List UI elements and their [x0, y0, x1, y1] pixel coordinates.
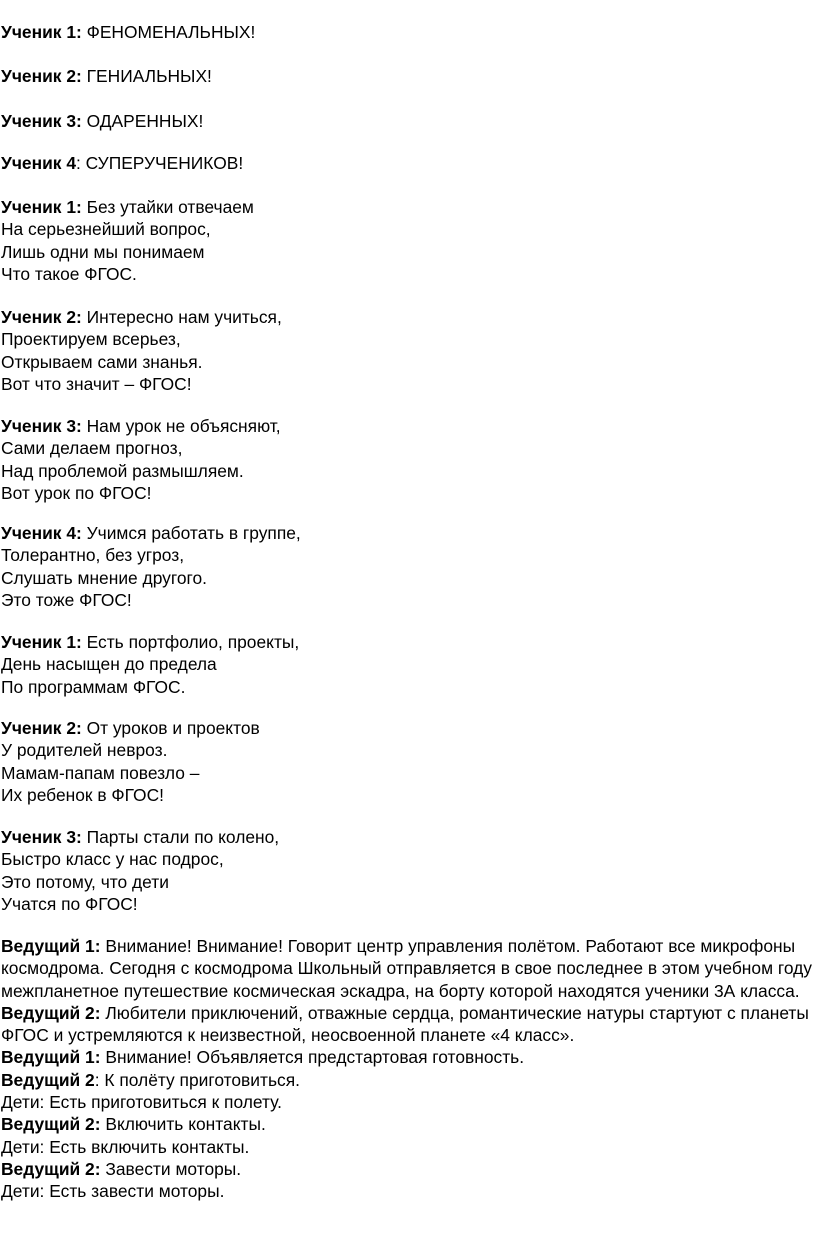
dialogue-paragraph	[1, 1069, 813, 1091]
verse-line	[1, 522, 301, 544]
children-reply: Дети: Есть завести моторы.	[1, 1181, 225, 1202]
verse-line	[1, 306, 282, 328]
dialogue-paragraph	[1, 1091, 813, 1113]
speaker-label: Ведущий 2:	[1, 1114, 101, 1135]
verse-line: Лишь одни мы понимаем	[1, 241, 205, 262]
verse-line: На серьезнейший вопрос,	[1, 219, 211, 240]
speaker-label: Ученик 3:	[1, 111, 82, 131]
speaker-label: Ведущий 2:	[1, 1158, 101, 1179]
speaker-label: Ученик 1:	[1, 22, 82, 42]
verse-line	[1, 631, 299, 653]
verse-line: Сами делаем прогноз,	[1, 438, 183, 459]
dialogue-paragraph	[1, 1136, 813, 1158]
dialogue-text: Любители приключений, отважные сердца, романтические натуры стартуют с планеты ФГОС и устремляются к неизвестной, неосвоенной планете «4 класс».	[1, 1002, 809, 1046]
speaker-label: Ученик 3:	[1, 416, 82, 436]
greeting-text: ОДАРЕННЫХ!	[81, 111, 204, 131]
dialogue-paragraph	[1, 1113, 813, 1135]
speaker-label: Ведущий 1:	[1, 936, 101, 956]
greeting-text: ФЕНОМЕНАЛЬНЫХ!	[81, 22, 256, 42]
dialogue-text: Завести моторы.	[100, 1158, 242, 1179]
verse-line: По программам ФГОС.	[1, 676, 186, 697]
verse-text: Есть портфолио, проекты,	[81, 632, 300, 652]
verse-stanza	[1, 306, 282, 395]
speaker-label: Ведущий 1:	[1, 1047, 101, 1068]
dialogue-text: Внимание! Внимание! Говорит центр управления полётом. Работают все микрофоны космодрома. Сегодня с космодрома Школьный отправляется в свое последнее в этом учебном году межпланетное путешествие космическая эскадра, на борту которой находятся ученики 3А класса.	[1, 936, 812, 1001]
verse-line	[1, 717, 260, 739]
verse-line: Это потому, что дети	[1, 871, 169, 892]
verse-text: Без утайки отвечаем	[81, 197, 254, 217]
verse-line: Это тоже ФГОС!	[1, 589, 132, 610]
verse-line: Учатся по ФГОС!	[1, 893, 138, 914]
dialogue-text: : К полёту приготовиться.	[94, 1069, 300, 1090]
greeting-line	[1, 21, 255, 43]
dialogue-paragraph	[1, 935, 813, 1002]
dialogue-text: Включить контакты.	[100, 1114, 266, 1135]
verse-line: Толерантно, без угроз,	[1, 545, 185, 566]
verse-stanza	[1, 826, 279, 915]
verse-line: У родителей невроз.	[1, 740, 168, 761]
speaker-label: Ведущий 2	[1, 1069, 95, 1090]
verse-line: Открываем сами знанья.	[1, 351, 203, 372]
verse-line: Что такое ФГОС.	[1, 263, 137, 284]
verse-line: Проектируем всерьез,	[1, 329, 181, 350]
dialogue-paragraph	[1, 1158, 813, 1180]
verse-line: Вот урок по ФГОС!	[1, 482, 152, 503]
verse-stanza	[1, 415, 281, 504]
speaker-label: Ученик 3:	[1, 827, 82, 847]
verse-line: Мамам-папам повезло –	[1, 762, 200, 783]
greeting-line	[1, 152, 243, 174]
speaker-label: Ученик 2:	[1, 718, 82, 738]
verse-line: День насыщен до предела	[1, 654, 217, 675]
verse-stanza	[1, 631, 299, 698]
verse-text: Учимся работать в группе,	[81, 523, 301, 543]
verse-stanza	[1, 717, 260, 806]
dialogue-paragraph	[1, 1180, 813, 1202]
verse-stanza	[1, 196, 254, 285]
speaker-label: Ученик 4	[1, 153, 76, 173]
dialogue-paragraph	[1, 1046, 813, 1068]
verse-line: Над проблемой размышляем.	[1, 460, 244, 481]
speaker-label: Ученик 2:	[1, 307, 82, 327]
verse-text: Парты стали по колено,	[81, 827, 280, 847]
host-dialogue	[1, 935, 813, 1203]
speaker-label: Ученик 1:	[1, 197, 82, 217]
dialogue-text: Внимание! Объявляется предстартовая готовность.	[100, 1047, 525, 1068]
verse-line	[1, 196, 254, 218]
dialogue-paragraph	[1, 1002, 813, 1047]
greeting-line	[1, 110, 203, 132]
verse-text: Интересно нам учиться,	[81, 307, 282, 327]
verse-text: Нам урок не объясняют,	[81, 416, 281, 436]
verse-line: Слушать мнение другого.	[1, 567, 207, 588]
speaker-label: Ученик 2:	[1, 66, 82, 86]
greeting-line	[1, 65, 212, 87]
verse-line	[1, 415, 281, 437]
verse-line	[1, 826, 279, 848]
speaker-label: Ученик 4:	[1, 523, 82, 543]
verse-line: Их ребенок в ФГОС!	[1, 784, 164, 805]
speaker-label: Ведущий 2:	[1, 1002, 101, 1023]
verse-line: Быстро класс у нас подрос,	[1, 849, 224, 870]
children-reply: Дети: Есть включить контакты.	[1, 1136, 250, 1157]
verse-text: От уроков и проектов	[81, 718, 260, 738]
greeting-text: : СУПЕРУЧЕНИКОВ!	[76, 153, 244, 173]
verse-line: Вот что значит – ФГОС!	[1, 373, 192, 394]
children-reply: Дети: Есть приготовиться к полету.	[1, 1092, 282, 1113]
verse-stanza	[1, 522, 301, 611]
speaker-label: Ученик 1:	[1, 632, 82, 652]
greeting-text: ГЕНИАЛЬНЫХ!	[81, 66, 212, 86]
